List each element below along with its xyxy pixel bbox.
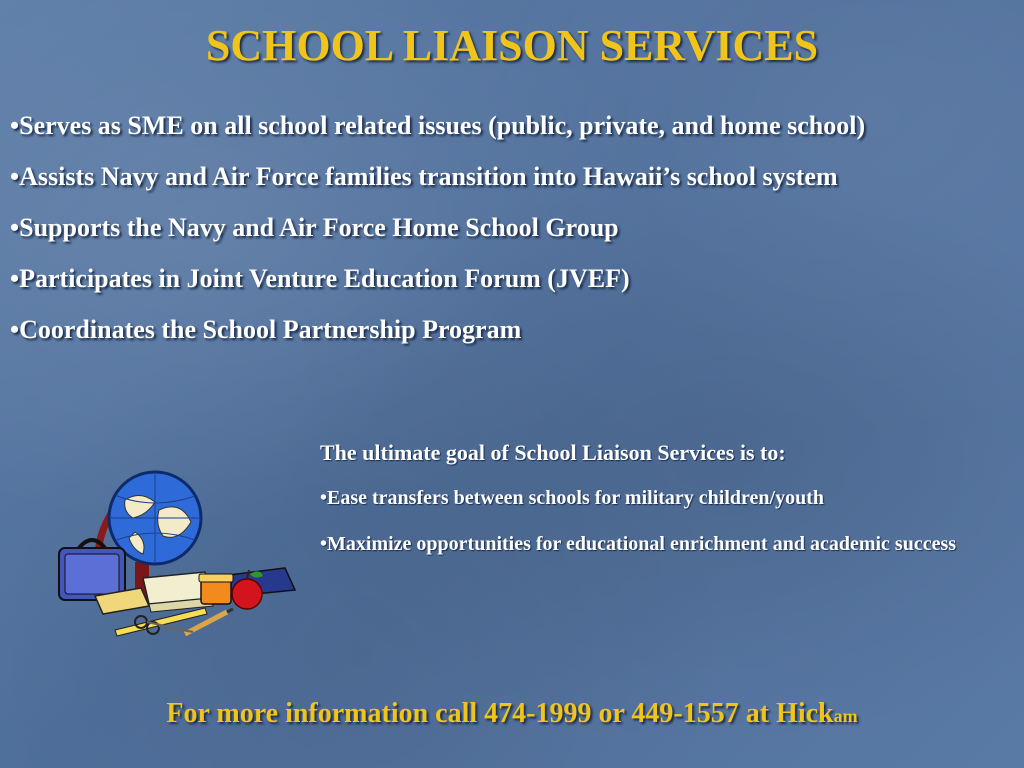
list-item-text: Participates in Joint Venture Education Forum (JVEF)	[19, 264, 630, 293]
slide-title: SCHOOL LIAISON SERVICES	[205, 21, 819, 70]
contact-footer	[0, 698, 1024, 730]
list-item	[10, 151, 1020, 202]
bullet-icon: •	[10, 213, 20, 242]
bullet-icon: •	[10, 264, 20, 293]
footer-small-text: am	[833, 706, 858, 726]
list-item-text: Supports the Navy and Air Force Home School Group	[19, 213, 619, 242]
list-item	[320, 528, 1010, 560]
list-item-text: Maximize opportunities for educational enrichment and academic success	[327, 533, 957, 555]
bullet-icon: •	[10, 111, 20, 140]
list-item	[320, 482, 1010, 514]
list-item	[10, 304, 1020, 355]
goal-heading: The ultimate goal of School Liaison Services is to:	[320, 440, 786, 465]
list-item	[10, 202, 1020, 253]
list-item	[10, 100, 1020, 151]
list-item-text: Ease transfers between schools for military children/youth	[327, 487, 825, 509]
bullet-icon: •	[320, 487, 328, 509]
bullet-icon: •	[320, 533, 328, 555]
list-item-text: Assists Navy and Air Force families transition into Hawaii’s school system	[19, 162, 838, 191]
services-list	[10, 100, 1020, 355]
school-supplies-illustration	[55, 470, 300, 640]
bullet-icon: •	[10, 315, 20, 344]
footer-main-text: For more information call 474-1999 or 449-1557 at Hick	[166, 698, 834, 729]
goal-list	[320, 482, 1010, 560]
goal-section	[320, 440, 1010, 574]
bullet-icon: •	[10, 162, 20, 191]
list-item-text: Serves as SME on all school related issues (public, private, and home school)	[19, 111, 866, 140]
list-item	[10, 253, 1020, 304]
list-item-text: Coordinates the School Partnership Program	[19, 315, 522, 344]
